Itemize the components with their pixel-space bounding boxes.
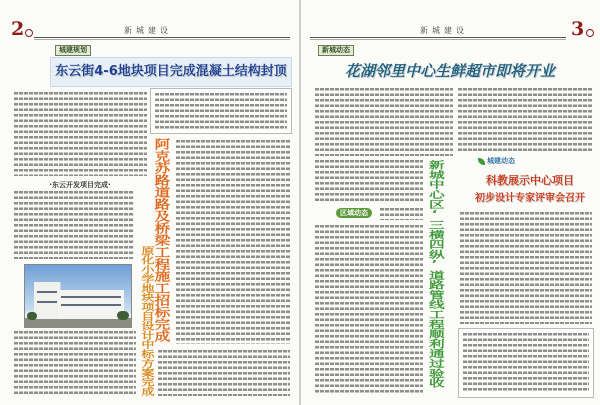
photo-tree — [117, 311, 129, 320]
page-number: 2 — [11, 18, 25, 40]
vertical-headline: 新城中心区‘三横四纵’道路管线工程顺利通过验收 — [425, 160, 444, 388]
body-text-block — [458, 88, 592, 152]
photo-window-strip — [61, 304, 121, 306]
headline-2-line1: 科教展示中心项目 — [486, 174, 574, 187]
body-text-block — [315, 88, 453, 156]
body-text-block — [315, 160, 423, 204]
photo-ground — [25, 318, 131, 327]
text-box — [150, 88, 292, 134]
news-tag-label: 城建动态 — [487, 157, 515, 165]
masthead: 新城建设 — [420, 26, 468, 35]
body-text-block — [14, 191, 134, 259]
headline: 花湖邻里中心生鲜超市即将开业 — [344, 62, 555, 80]
body-text-block — [158, 350, 290, 396]
subhead: ·东云开发项目完成· — [49, 181, 111, 189]
section-tag: 城建规划 — [55, 45, 91, 56]
building-photo — [24, 264, 132, 328]
vertical-headline-1: 阿克苏路道路及桥梁工程施工招标完成 — [152, 138, 171, 342]
page-number: 3 — [571, 18, 585, 40]
photo-tree — [27, 312, 37, 320]
text-box — [458, 328, 594, 398]
page-mark-icon — [586, 29, 594, 37]
news-tag — [478, 157, 515, 166]
oval-tag: 区域动态 — [336, 208, 372, 218]
headline-2-line2: 初步设计专家评审会召开 — [475, 193, 585, 204]
header-rule — [310, 37, 566, 40]
body-text-block — [14, 331, 136, 395]
body-text-block — [460, 212, 592, 324]
headline-band — [50, 57, 292, 87]
body-text-block — [14, 92, 147, 176]
body-text-block — [315, 225, 423, 395]
leaf-icon — [478, 158, 485, 165]
photo-window-strip — [61, 296, 121, 298]
headline: 东云街4-6地块项目完成混凝土结构封顶 — [55, 64, 287, 79]
body-text-block — [176, 140, 290, 344]
header-rule — [34, 37, 290, 40]
page-mark-icon — [25, 29, 33, 37]
body-text-block — [380, 208, 423, 220]
body-text-block — [155, 93, 287, 129]
section-tag: 新城动态 — [318, 45, 354, 56]
photo-window-strip — [37, 301, 57, 303]
photo-window-strip — [37, 291, 57, 293]
vertical-headline-2: 原化小学地块项目设计中标方案完成 — [138, 246, 154, 397]
masthead: 新城建设 — [124, 26, 172, 35]
body-text-block — [463, 333, 589, 393]
